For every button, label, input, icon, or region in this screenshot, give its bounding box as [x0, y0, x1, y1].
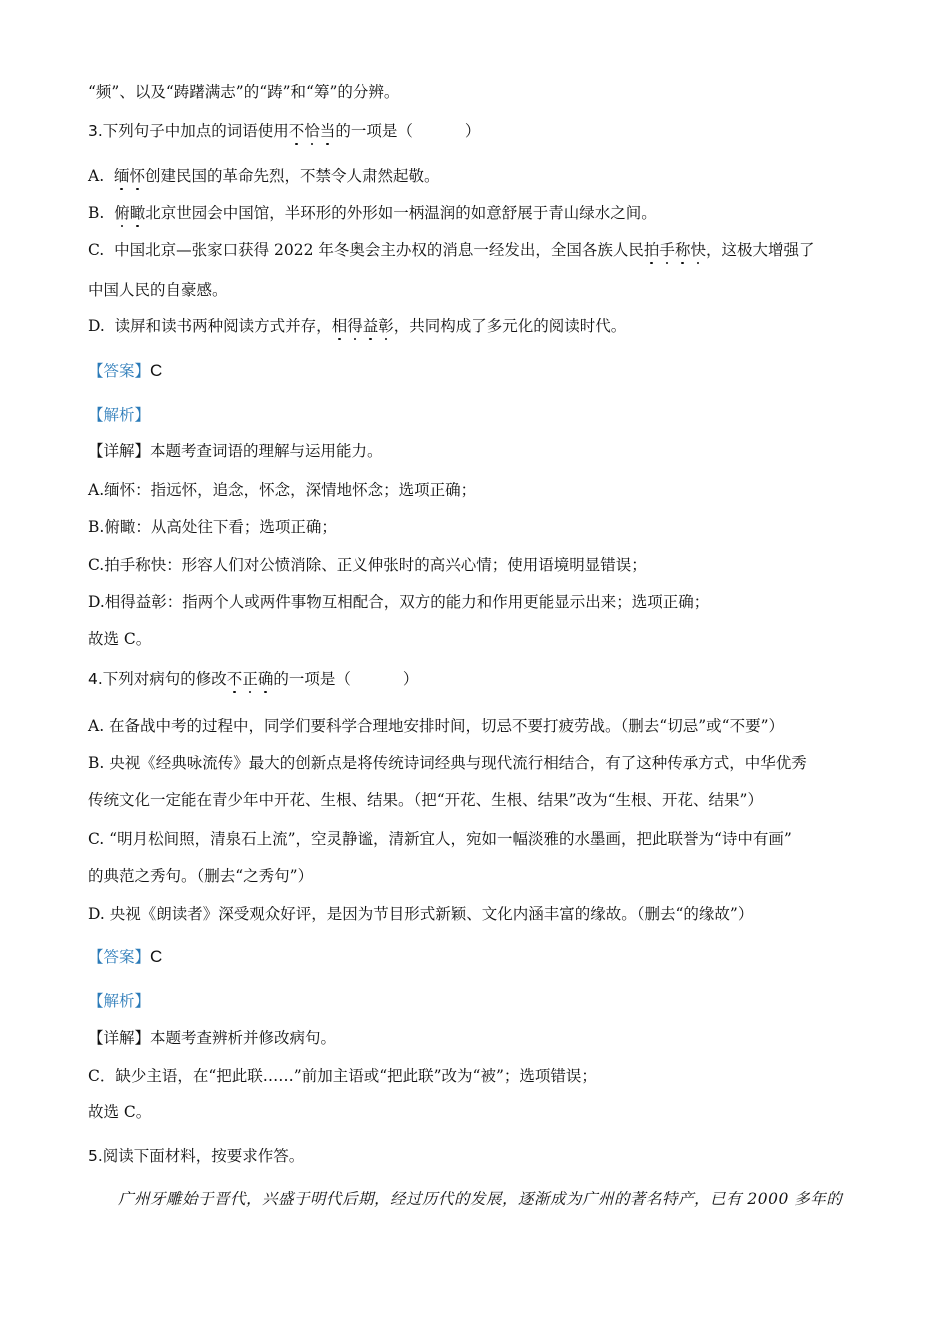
option-text: 读屏和读书两种阅读方式并存，: [114, 317, 332, 335]
emphasis-char: 快: [690, 241, 706, 259]
answer-value: C: [150, 947, 163, 966]
emphasis-char: 缅: [113, 167, 130, 185]
option-text: ，共同构成了多元化的阅读时代。: [393, 317, 627, 335]
emphasis-char: 拍: [643, 241, 660, 259]
answer-tag: 【答案】: [88, 948, 151, 966]
option-text: 北京世园会中国馆，半环形的外形如一柄温润的如意舒展于青山绿水之间。: [145, 204, 657, 222]
emphasis-char: 当: [319, 122, 336, 140]
q4-answer: [88, 947, 162, 967]
q4-option-b: B. 央视《经典咏流传》最大的创新点是将传统诗词经典与现代流行相结合，有了这种传承方式，中华优秀: [88, 754, 807, 772]
q3-detail: 【详解】本题考查词语的理解与运用能力。: [88, 442, 383, 460]
q3-option-c: [88, 240, 814, 260]
q4-stem-prefix: 4.下列对病句的修改: [88, 670, 227, 688]
emphasis-char: 瞰: [129, 204, 146, 222]
q3-exp-b: B.俯瞰：从高处往下看；选项正确；: [88, 518, 337, 536]
option-text: 中国北京—张家口获得 2022 年冬奥会主办权的消息一经发出，全国各族人民: [114, 241, 644, 259]
q4-option-c: C. “明月松间照，清泉石上流”，空灵静谧，清新宜人，宛如一幅淡雅的水墨画，把此联誉为“诗中有画”: [88, 830, 792, 848]
option-text: ，这极大增强了: [705, 241, 815, 259]
q5-paragraph: 广州牙雕始于晋代，兴盛于明代后期，经过历代的发展，逐渐成为广州的著名特产，已有 2000 多年的: [118, 1190, 843, 1208]
emphasis-char: 称: [674, 241, 691, 259]
emphasis-char: 相: [331, 317, 348, 335]
q4-exp-c: C．缺少主语，在“把此联……”前加主语或“把此联”改为“被”；选项错误；: [88, 1067, 597, 1085]
emphasis-char: 手: [659, 241, 675, 259]
q4-option-a: A. 在备战中考的过程中，同学们要科学合理地安排时间，切忌不要打疲劳战。（删去“切忌”或“不要”）: [88, 717, 784, 735]
q3-conclusion: 故选 C。: [88, 630, 152, 648]
q3-option-d: [88, 316, 626, 336]
option-label: C.: [88, 241, 105, 259]
q3-stem-close: ）: [464, 122, 481, 140]
emphasis-char: 正: [242, 670, 258, 688]
emphasis-char: 不: [288, 122, 305, 140]
emphasis-char: 不: [226, 670, 243, 688]
q3-analysis-tag: 【解析】: [88, 406, 151, 424]
option-text: 创建民国的革命先烈，不禁令人肃然起敬。: [145, 167, 440, 185]
emphasis-char: 确: [257, 670, 274, 688]
q3-option-a: [88, 166, 440, 186]
q4-stem-close: ）: [402, 670, 419, 688]
q4-option-b-cont: 传统文化一定能在青少年中开花、生根、结果。（把“开花、生根、结果”改为“生根、开花、结果”）: [88, 791, 763, 809]
answer-tag: 【答案】: [88, 362, 151, 380]
q3-option-b: [88, 203, 657, 223]
q4-stem-suffix: 的一项是（: [273, 670, 351, 688]
q4-conclusion: 故选 C。: [88, 1103, 152, 1121]
emphasis-char: 彰: [378, 317, 394, 335]
q5-title: 5.阅读下面材料，按要求作答。: [88, 1147, 305, 1165]
q4-stem: [88, 669, 418, 689]
emphasis-char: 恰: [304, 122, 320, 140]
q4-analysis-tag: 【解析】: [88, 992, 151, 1010]
q3-stem-suffix: 的一项是（: [335, 122, 413, 140]
emphasis-char: 怀: [129, 167, 146, 185]
q4-option-c-cont: 的典范之秀句。（删去“之秀句”）: [88, 867, 314, 885]
q4-option-d: D. 央视《朗读者》深受观众好评，是因为节目形式新颖、文化内涵丰富的缘故。（删去“的缘故”）: [88, 905, 754, 923]
q3-option-c-cont: 中国人民的自豪感。: [88, 281, 228, 299]
emphasis-char: 俯: [114, 204, 130, 222]
q3-stem-prefix: 3.下列句子中加点的词语使用: [88, 122, 289, 140]
emphasis-char: 得: [347, 317, 363, 335]
option-label: B.: [88, 204, 105, 222]
q3-exp-c: C.拍手称快：形容人们对公愤消除、正义伸张时的高兴心情；使用语境明显错误；: [88, 556, 647, 574]
emphasis-char: 益: [362, 317, 379, 335]
q3-answer: [88, 361, 162, 381]
q4-detail: 【详解】本题考查辨析并修改病句。: [88, 1029, 337, 1047]
q3-exp-a: A.缅怀：指远怀，追念，怀念，深情地怀念；选项正确；: [88, 481, 477, 499]
option-label: A.: [88, 167, 105, 185]
answer-value: C: [150, 361, 163, 380]
option-label: D.: [88, 317, 105, 335]
line-top: “频”、以及“踌躇满志”的“踌”和“筹”的分辨。: [88, 83, 400, 101]
q3-stem: [88, 121, 480, 141]
q3-exp-d: D.相得益彰：指两个人或两件事物互相配合，双方的能力和作用更能显示出来；选项正确；: [88, 593, 710, 611]
